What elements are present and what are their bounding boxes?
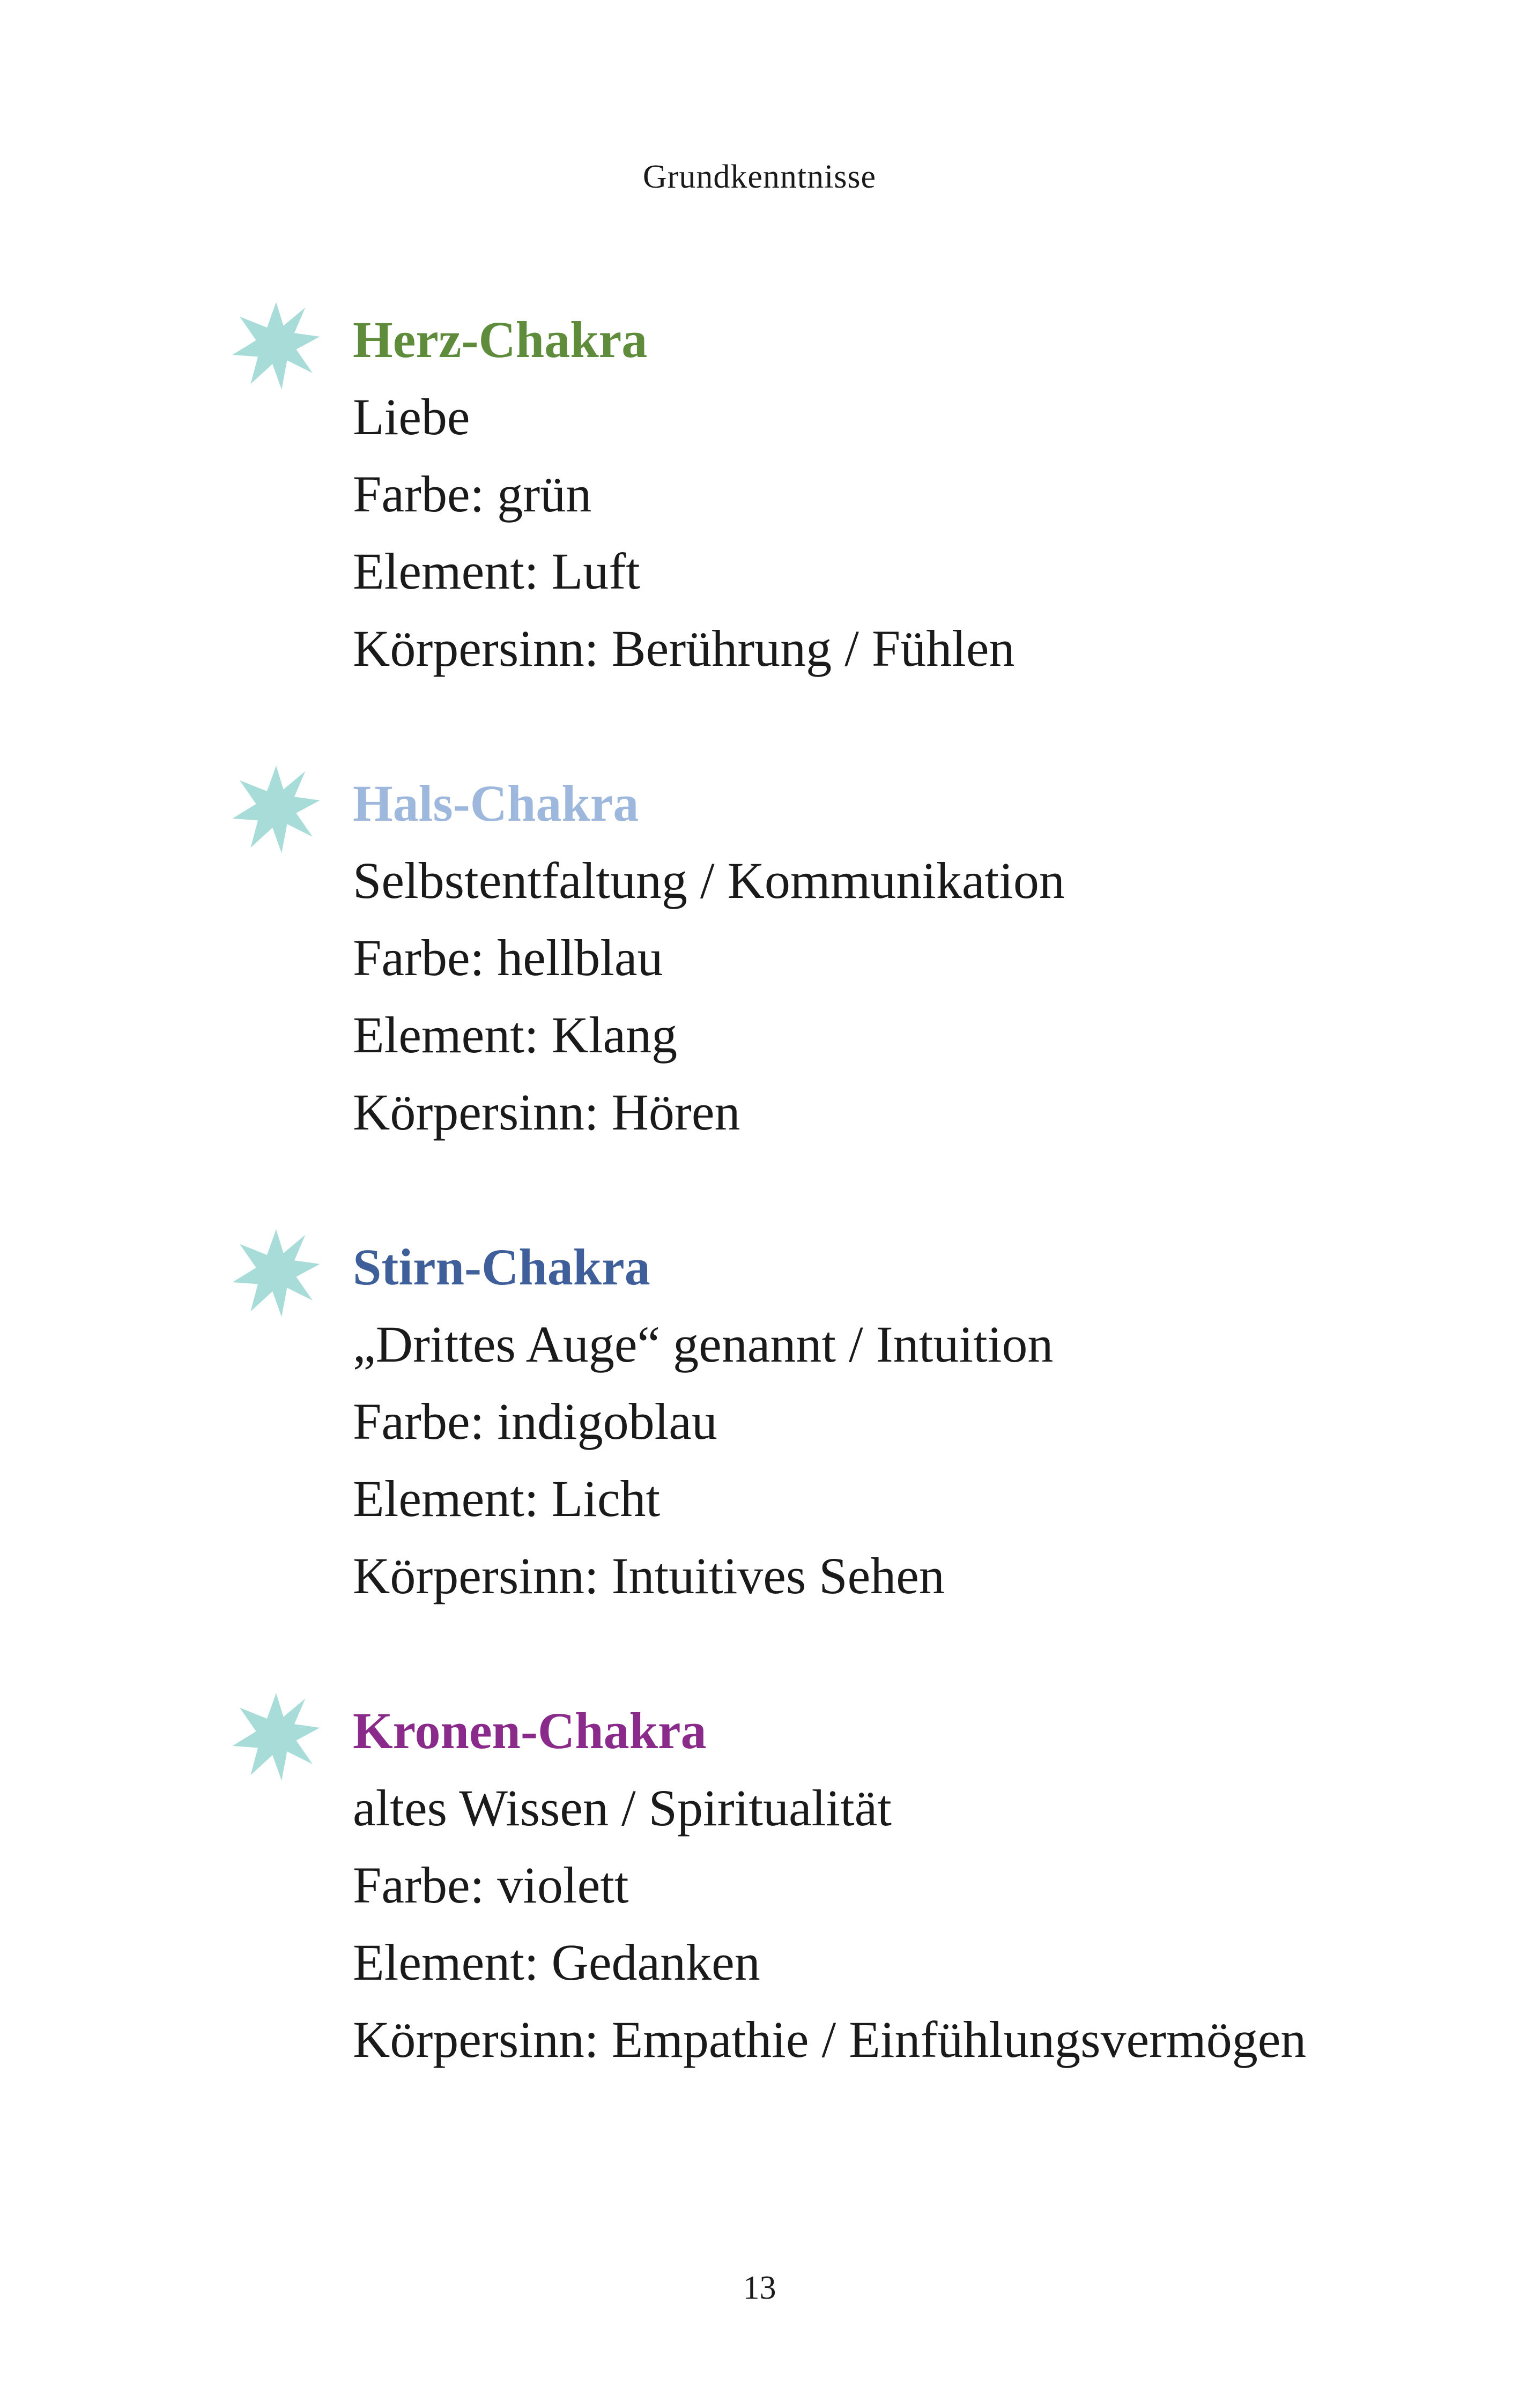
chakra-color: Farbe: violett: [353, 1856, 629, 1914]
chakra-color: Farbe: hellblau: [353, 929, 663, 986]
chakra-title: Herz-Chakra: [353, 311, 648, 368]
chakra-sense: Körpersinn: Hören: [353, 1083, 740, 1141]
chakra-theme: Liebe: [353, 388, 470, 445]
running-header: Grundkenntnisse: [642, 159, 877, 195]
chakra-title: Stirn-Chakra: [353, 1238, 650, 1296]
star-burst-icon: [231, 1691, 322, 1782]
chakra-theme: „Drittes Auge“ genannt / Intuition: [353, 1316, 1054, 1373]
chakra-title: Hals-Chakra: [353, 775, 639, 832]
page-number: 13: [743, 2270, 776, 2306]
chakra-sense: Körpersinn: Intuitives Sehen: [353, 1547, 945, 1604]
chakra-element: Element: Licht: [353, 1470, 661, 1527]
chakra-element: Element: Gedanken: [353, 1934, 760, 1991]
chakra-sense: Körpersinn: Empathie / Einfühlungsvermögen: [353, 2011, 1307, 2068]
chakra-title: Kronen-Chakra: [353, 1702, 707, 1759]
chakra-color: Farbe: indigoblau: [353, 1393, 717, 1450]
star-burst-icon: [231, 764, 322, 855]
chakra-element: Element: Klang: [353, 1006, 678, 1064]
chakra-color: Farbe: grün: [353, 465, 592, 523]
star-burst-icon: [231, 300, 322, 391]
chakra-sense: Körpersinn: Berührung / Fühlen: [353, 620, 1015, 677]
chakra-element: Element: Luft: [353, 542, 640, 600]
chakra-theme: altes Wissen / Spiritualität: [353, 1779, 892, 1837]
star-burst-icon: [231, 1228, 322, 1319]
chakra-theme: Selbstentfaltung / Kommunikation: [353, 852, 1065, 909]
